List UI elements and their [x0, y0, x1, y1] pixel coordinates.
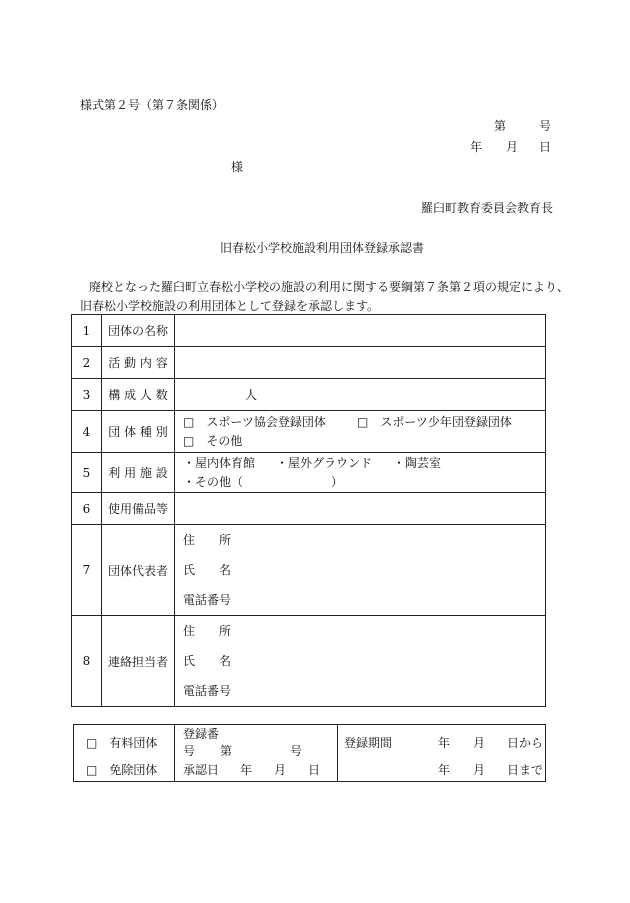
- row-label: 活 動 内 容: [102, 347, 175, 379]
- row-number: 1: [72, 315, 102, 347]
- approval-label: 承認日: [183, 763, 220, 778]
- reg-no-dai: 第: [220, 744, 233, 758]
- table-row: [72, 616, 546, 707]
- reg-no-go: 号: [290, 744, 303, 758]
- date-day: 日: [539, 140, 552, 154]
- table-row: [72, 347, 546, 379]
- to-year: 年: [438, 763, 451, 778]
- contact-address: 住 所: [183, 624, 232, 638]
- table-row: [72, 379, 546, 411]
- table-row: [72, 315, 546, 347]
- row-label: 団体代表者: [102, 525, 175, 616]
- date-month: 月: [506, 140, 519, 154]
- approval-year: 年: [240, 763, 253, 778]
- row-number: 2: [72, 347, 102, 379]
- row-label: 団 体 種 別: [102, 411, 175, 453]
- checkbox-paid[interactable]: □ 有料団体: [74, 725, 175, 760]
- table-row: [72, 525, 546, 616]
- registration-table: [71, 314, 546, 707]
- table-row: [72, 411, 546, 453]
- unit-person: 人: [245, 388, 258, 402]
- representative-address: 住 所: [183, 533, 232, 547]
- body-line-1: 廃校となった羅臼町立春松小学校の施設の利用に関する要綱第７条第２項の規定により、: [89, 280, 570, 294]
- row-number: 3: [72, 379, 102, 411]
- group-name-field[interactable]: [175, 315, 546, 347]
- representative-name: 氏 名: [183, 563, 232, 577]
- row-label: 連絡担当者: [102, 616, 175, 707]
- row-label: 使用備品等: [102, 493, 175, 525]
- checkbox-sports-assoc[interactable]: □ スポーツ協会登録団体: [183, 414, 326, 429]
- row-number: 5: [72, 453, 102, 493]
- checkbox-other[interactable]: □ その他: [183, 433, 243, 448]
- doc-number-go: 号: [539, 119, 552, 133]
- form-number: 様式第２号（第７条関係）: [80, 98, 225, 112]
- body-line-2: 旧春松小学校施設の利用団体として登録を承認します。: [80, 299, 380, 313]
- addressee-suffix: 様: [231, 160, 244, 174]
- equipment-field[interactable]: [175, 493, 546, 525]
- issuer: 羅臼町教育委員会教育長: [421, 201, 554, 215]
- row-label: 利 用 施 設: [102, 453, 175, 493]
- period-label: 登録期間: [344, 735, 393, 750]
- reg-no-label: 登録番号: [183, 727, 220, 758]
- facility-other-close: ）: [331, 474, 344, 489]
- contact-phone: 電話番号: [183, 684, 232, 698]
- facility-pottery: ・陶芸室: [393, 455, 442, 470]
- facility-gym: ・屋内体育館: [183, 455, 256, 470]
- office-use-table: [73, 724, 546, 782]
- table-row: [72, 453, 546, 493]
- document-title: 旧春松小学校施設利用団体登録承認書: [220, 241, 425, 255]
- doc-number-dai: 第: [494, 119, 507, 133]
- row-number: 4: [72, 411, 102, 453]
- facility-other: ・その他（: [183, 474, 244, 489]
- to-day: 日まで: [507, 763, 544, 778]
- representative-phone: 電話番号: [183, 593, 232, 607]
- row-number: 8: [72, 616, 102, 707]
- from-month: 月: [473, 735, 486, 750]
- member-count-field[interactable]: [175, 379, 546, 411]
- approval-day: 日: [308, 763, 321, 778]
- row-label: 団体の名称: [102, 315, 175, 347]
- from-year: 年: [438, 735, 451, 750]
- approval-month: 月: [274, 763, 287, 778]
- from-day: 日から: [507, 735, 544, 750]
- contact-name: 氏 名: [183, 654, 232, 668]
- row-label: 構 成 人 数: [102, 379, 175, 411]
- activity-field[interactable]: [175, 347, 546, 379]
- row-number: 6: [72, 493, 102, 525]
- to-month: 月: [473, 763, 486, 778]
- row-number: 7: [72, 525, 102, 616]
- date-year: 年: [470, 140, 483, 154]
- checkbox-sports-youth[interactable]: □ スポーツ少年団登録団体: [357, 414, 512, 429]
- facility-ground: ・屋外グラウンド: [276, 455, 373, 470]
- checkbox-exempt[interactable]: □ 免除団体: [74, 759, 175, 781]
- table-row: [72, 493, 546, 525]
